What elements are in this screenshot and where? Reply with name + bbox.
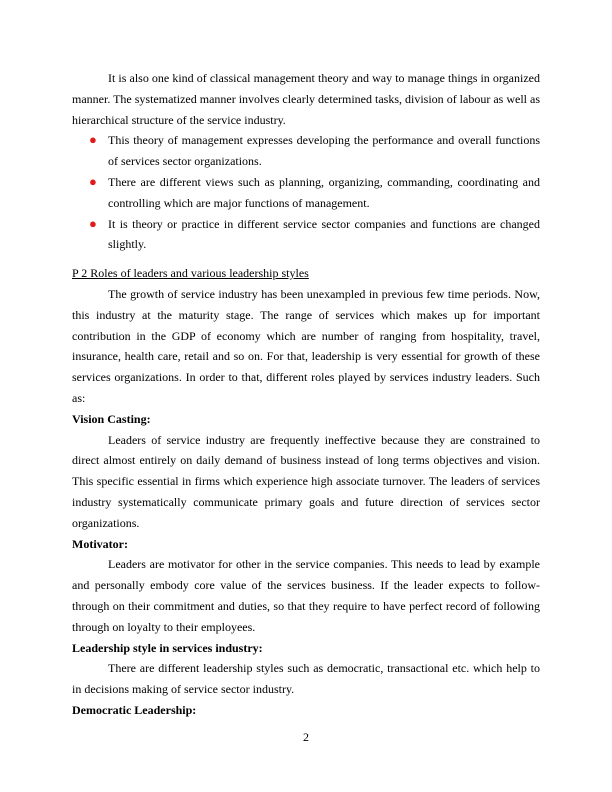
vision-casting-paragraph: Leaders of service industry are frequently ineffective because they are constrained to direct almost entirely on daily demand of business instead of long terms objectives and vision. This specific essential in firms which experience high associate turnover. The leaders of services industry systematically communicate primary goals and future direction of services sector organizations. — [72, 432, 540, 530]
bullet-text: There are different views such as planning, organizing, commanding, coordinating and controlling which are major functions of management. — [108, 174, 540, 210]
bullet-item — [89, 130, 540, 172]
leadership-style-heading: Leadership style in services industry: — [72, 640, 263, 655]
bullet-item — [89, 172, 540, 214]
section-title: P 2 Roles of leaders and various leadership styles — [72, 266, 309, 281]
bullet-icon: ● — [89, 215, 97, 231]
intro-paragraph: It is also one kind of classical management theory and way to manage things in organized manner. The systematized manner involves clearly determined tasks, division of labour as well as hierarchical structure of the service industry. — [72, 71, 540, 127]
motivator-heading: Motivator: — [72, 536, 128, 551]
section-intro-paragraph: The growth of service industry has been unexampled in previous few time periods. Now, this industry at the maturity stage. The range of services which makes up for important contribution in the GDP of economy which are number of ranging from hospitality, travel, insurance, health care, retail and so on. For that, leadership is very essential for growth of these services organizations. In order to that, different roles played by services industry leaders. Such as: — [72, 286, 540, 405]
bullet-text: This theory of management expresses developing the performance and overall functions of services sector organizations. — [108, 133, 540, 169]
bullet-icon: ● — [89, 173, 97, 189]
page-number: 2 — [303, 730, 309, 744]
democratic-leadership-heading: Democratic Leadership: — [72, 702, 197, 717]
bullet-icon: ● — [89, 132, 97, 148]
document-page — [72, 68, 540, 721]
bullet-text: It is theory or practice in different service sector companies and functions are changed slightly. — [108, 216, 540, 252]
bullet-item — [89, 214, 540, 256]
motivator-paragraph: Leaders are motivator for other in the service companies. This needs to lead by example and personally embody core value of the services business. If the leader expects to follow-through on their commitment and duties, so that they require to have perfect record of following through on loyalty to their employees. — [72, 557, 540, 634]
vision-casting-heading: Vision Casting: — [72, 411, 151, 426]
leadership-style-paragraph: There are different leadership styles such as democratic, transactional etc. which help to in decisions making of service sector industry. — [72, 661, 540, 697]
bullet-list — [72, 130, 540, 255]
